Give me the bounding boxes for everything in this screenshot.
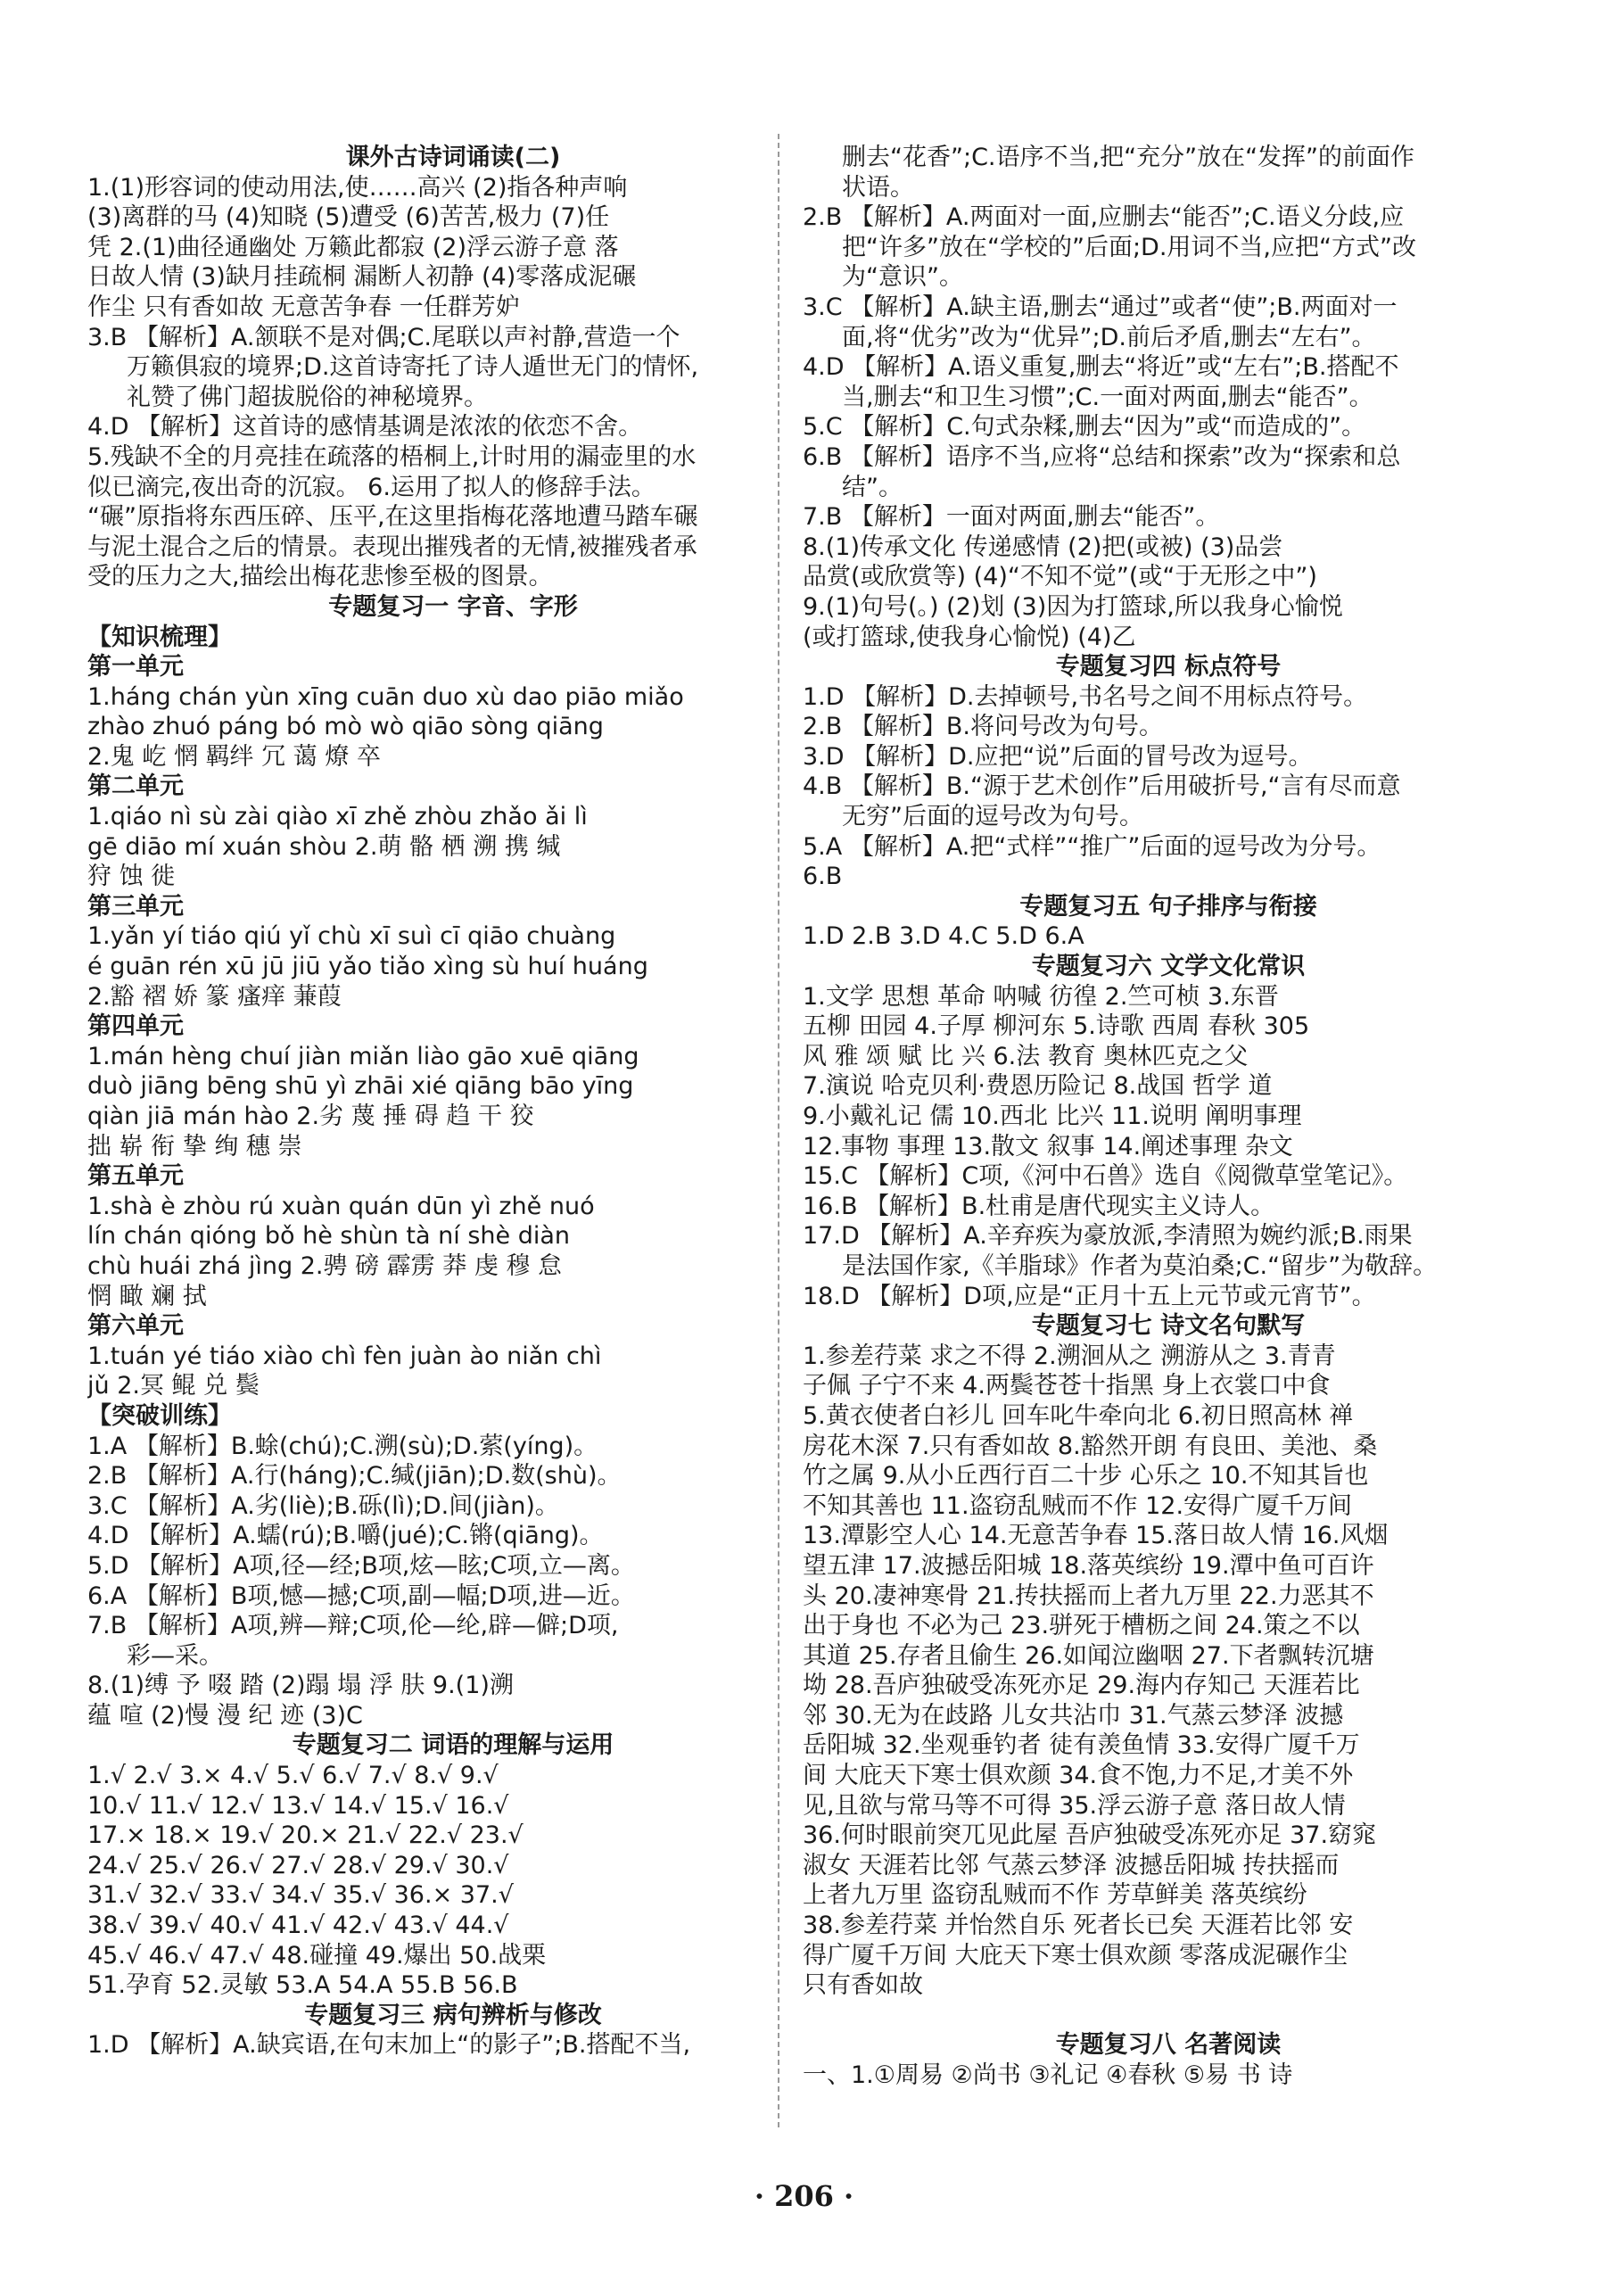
answer-line: 只有香如故 [803, 1971, 923, 2000]
answer-line: 24.√ 25.√ 26.√ 27.√ 28.√ 29.√ 30.√ [87, 1851, 509, 1879]
section-title: 课外古诗词诵读(二) [345, 144, 561, 171]
answer-line: 51.孕育 52.灵敏 53.A 54.A 55.B 56.B [87, 1971, 518, 2000]
answer-line: 五柳 田园 4.子厚 柳河东 5.诗歌 西周 春秋 305 [803, 1012, 1310, 1041]
answer-line: 45.√ 46.√ 47.√ 48.碰撞 49.爆出 50.战栗 [87, 1941, 547, 1970]
section-title: 专题复习八 名著阅读 [1055, 2031, 1282, 2060]
answer-line: 竹之属 9.从小丘西行百二十步 心乐之 10.不知其旨也 [803, 1462, 1369, 1491]
answer-line: 18.D 【解析】D项,应是“正月十五上元节或元宵节”。 [803, 1282, 1376, 1310]
answer-line: 见,且欲与常马等不可得 35.浮云游子意 落日故人情 [803, 1791, 1346, 1820]
answer-line: 7.B 【解析】一面对两面,删去“能否”。 [803, 503, 1220, 532]
answer-line: 1.文学 思想 革命 呐喊 彷徨 2.竺可桢 3.东晋 [803, 982, 1279, 1011]
answer-line: 6.B 【解析】语序不当,应将“总结和探索”改为“探索和总 [803, 442, 1401, 471]
answer-line: 1.参差荇菜 求之不得 2.溯洄从之 溯游从之 3.青青 [803, 1342, 1336, 1370]
answer-line: 1.D 【解析】D.去掉顿号,书名号之间不用标点符号。 [803, 682, 1368, 711]
answer-line: 2.鬼 屹 惘 羁绊 冗 蔼 燎 卒 [87, 742, 381, 771]
answer-line: 当,删去“和卫生习惯”;C.一面对两面,删去“能否”。 [842, 383, 1373, 411]
answer-line: 15.C 【解析】C项,《河中石兽》选自《阅微草堂笔记》。 [803, 1162, 1408, 1191]
answer-line: 13.潭影空人心 14.无意苦争春 15.落日故人情 16.风烟 [803, 1522, 1389, 1550]
answer-line: 1.√ 2.√ 3.× 4.√ 5.√ 6.√ 7.√ 8.√ 9.√ [87, 1762, 499, 1790]
answer-line: 惘 瞰 斓 拭 [87, 1282, 207, 1310]
answer-line: 间 大庇天下寒士俱欢颜 34.食不饱,力不足,才美不外 [803, 1762, 1354, 1790]
answer-line: 与泥土混合之后的情景。表现出摧残者的无情,被摧残者承 [87, 533, 697, 561]
answer-line: 6.A 【解析】B项,憾—撼;C项,副—幅;D项,进—近。 [87, 1582, 635, 1610]
answer-line: 8.(1)缚 予 啜 踏 (2)蹋 塌 浮 肤 9.(1)溯 [87, 1672, 514, 1700]
answer-line: 1.A 【解析】B.蜍(chú);C.溯(sù);D.萦(yíng)。 [87, 1432, 598, 1460]
section-title: 专题复习七 诗文名句默写 [1031, 1312, 1306, 1341]
answer-line: 4.B 【解析】B.“源于艺术创作”后用破折号,“言有尽而意 [803, 772, 1401, 801]
left-column [87, 143, 819, 2061]
answer-line: 7.B 【解析】A项,辨—辩;C项,伦—纶,辟—僻;D项, [87, 1612, 619, 1640]
answer-line: 5.C 【解析】C.句式杂糅,删去“因为”或“而造成的”。 [803, 413, 1366, 442]
answer-line: 5.黄衣使者白衫儿 回车叱牛牵向北 6.初日照高林 禅 [803, 1401, 1354, 1430]
answer-line: 无穷”后面的逗号改为句号。 [842, 803, 1143, 831]
answer-line: 头 20.凄神寒骨 21.抟扶摇而上者九万里 22.力恶其不 [803, 1582, 1374, 1610]
answer-line: é guān rén xū jū jiū yǎo tiǎo xìng sù huí huáng [87, 953, 648, 981]
answer-line: zhào zhuó páng bó mò wò qiāo sòng qiāng [87, 713, 604, 741]
answer-line: 日故人情 (3)缺月挂疏桐 漏断人初静 (4)零落成泥碾 [87, 263, 637, 292]
answer-line: 38.参差荇菜 并怡然自乐 死者长已矣 天涯若比邻 安 [803, 1912, 1354, 1940]
answer-line: 万籁俱寂的境界;D.这首诗寄托了诗人遁世无门的情怀, [127, 353, 699, 382]
answer-line: “碾”原指将东西压碎、压平,在这里指梅花落地遭马踏车碾 [87, 503, 698, 532]
answer-line: 品赏(或欣赏等) (4)“不知不觉”(或“于无形之中”) [803, 563, 1317, 591]
answer-line: 3.D 【解析】D.应把“说”后面的冒号改为逗号。 [803, 742, 1313, 771]
answer-line: 把“许多”放在“学校的”后面;D.用词不当,应把“方式”改 [842, 233, 1416, 261]
answer-line: lín chán qióng bǒ hè shùn tà ní shè diàn [87, 1222, 571, 1251]
answer-line: 1.D 【解析】A.缺宾语,在句末加上“的影子”;B.搭配不当, [87, 2031, 691, 2060]
answer-line: 10.√ 11.√ 12.√ 13.√ 14.√ 15.√ 16.√ [87, 1791, 509, 1820]
answer-line: 狩 蚀 徙 [87, 863, 176, 891]
answer-line: 为“意识”。 [842, 263, 963, 292]
answer-line: 作尘 只有香如故 无意苦争春 一任群芳妒 [87, 293, 520, 321]
subsection-heading: 第二单元 [87, 772, 184, 801]
answer-line: 坳 28.吾庐独破受冻死亦足 29.海内存知己 天涯若比 [803, 1672, 1360, 1700]
answer-line: 4.D 【解析】A.蠕(rú);B.嚼(jué);C.锵(qiāng)。 [87, 1522, 604, 1550]
answer-line: 似已滴完,夜出奇的沉寂。 6.运用了拟人的修辞手法。 [87, 473, 656, 501]
answer-line: 1.(1)形容词的使动用法,使……高兴 (2)指各种声响 [87, 173, 628, 202]
section-title: 专题复习五 句子排序与衔接 [1019, 892, 1317, 921]
answer-line: 得广厦千万间 大庇天下寒士俱欢颜 零落成泥碾作尘 [803, 1941, 1348, 1970]
answer-line: 受的压力之大,描绘出梅花悲惨至极的图景。 [87, 563, 553, 591]
answer-line: 礼赞了佛门超拔脱俗的神秘境界。 [127, 383, 488, 411]
answer-line: 17.× 18.× 19.√ 20.× 21.√ 22.√ 23.√ [87, 1821, 524, 1850]
answer-line: duò jiāng bēng shū yì zhāi xié qiāng bāo yīng [87, 1072, 634, 1101]
answer-line: 1.qiáo nì sù zài qiào xī zhě zhòu zhǎo ǎi lì [87, 803, 588, 831]
answer-line: 子佩 子宁不来 4.两鬓苍苍十指黑 身上衣裳口中食 [803, 1372, 1331, 1400]
section-title: 专题复习一 字音、字形 [328, 592, 578, 621]
answer-line: (3)离群的马 (4)知晓 (5)遭受 (6)苦苦,极力 (7)任 [87, 203, 610, 232]
answer-line: 1.tuán yé tiáo xiào chì fèn juàn ào niǎn chì [87, 1342, 602, 1370]
answer-line: 删去“花香”;C.语序不当,把“充分”放在“发挥”的前面作 [842, 144, 1415, 171]
answer-line: 不知其善也 11.盗窃乱贼而不作 12.安得广厦千万间 [803, 1491, 1353, 1520]
answer-line: 3.B 【解析】A.颔联不是对偶;C.尾联以声衬静,营造一个 [87, 323, 680, 351]
answer-line: 风 雅 颂 赋 比 兴 6.法 教育 奥林匹克之父 [803, 1042, 1249, 1070]
answer-line: 2.B 【解析】A.两面对一面,应删去“能否”;C.语义分歧,应 [803, 203, 1405, 232]
subsection-heading: 【知识梳理】 [87, 623, 232, 651]
answer-line: 蕴 喧 (2)慢 漫 纪 迹 (3)C [87, 1701, 363, 1730]
answer-line: 岳阳城 32.坐观垂钓者 徒有羡鱼情 33.安得广厦千万 [803, 1731, 1360, 1760]
answer-line: 1.yǎn yí tiáo qiú yǐ chù xī suì cī qiāo chuàng [87, 922, 616, 951]
subsection-heading: 第六单元 [87, 1312, 184, 1341]
answer-line: 状语。 [842, 173, 914, 202]
answer-line: 9.(1)句号(。) (2)划 (3)因为打篮球,所以我身心愉悦 [803, 592, 1343, 621]
answer-line: 36.何时眼前突兀见此屋 吾庐独破受冻死亦足 37.窈窕 [803, 1821, 1377, 1850]
subsection-heading: 第一单元 [87, 653, 184, 681]
answer-line: 6.B [803, 863, 843, 891]
answer-line: 其道 25.存者且偷生 26.如闻泣幽咽 27.下者飘转沉塘 [803, 1641, 1374, 1670]
answer-line: 2.B 【解析】A.行(háng);C.缄(jiān);D.数(shù)。 [87, 1462, 622, 1491]
answer-line: 5.A 【解析】A.把“式样”“推广”后面的逗号改为分号。 [803, 832, 1381, 861]
answer-line: 1.shà è zhòu rú xuàn quán dūn yì zhě nuó [87, 1192, 595, 1220]
subsection-heading: 第五单元 [87, 1162, 184, 1191]
answer-line: 12.事物 事理 13.散文 叙事 14.阐述事理 杂文 [803, 1132, 1293, 1160]
answer-line: 2.B 【解析】B.将问号改为句号。 [803, 713, 1163, 741]
answer-line: 7.演说 哈克贝利·费恩历险记 8.战国 哲学 道 [803, 1072, 1273, 1101]
answer-line: jǔ 2.冥 鲲 兑 鬓 [87, 1372, 260, 1400]
answer-line [803, 2001, 1534, 2031]
column-divider [778, 134, 779, 2127]
answer-line: 结”。 [842, 473, 903, 501]
answer-line: 38.√ 39.√ 40.√ 41.√ 42.√ 43.√ 44.√ [87, 1912, 509, 1940]
answer-line: 出于身也 不必为己 23.骈死于槽枥之间 24.策之不以 [803, 1612, 1360, 1640]
answer-line: 5.残缺不全的月亮挂在疏落的梧桐上,计时用的漏壶里的水 [87, 442, 697, 471]
answer-line: 是法国作家,《羊脂球》作者为莫泊桑;C.“留步”为敬辞。 [842, 1251, 1438, 1280]
answer-line: qiàn jiā mán hào 2.劣 蔑 捶 碍 趋 干 狡 [87, 1103, 534, 1130]
answer-line: 拙 崭 衔 挚 绚 穗 崇 [87, 1132, 302, 1160]
answer-line: 上者九万里 盗窃乱贼而不作 芳草鲜美 落英缤纷 [803, 1881, 1307, 1910]
answer-line: 9.小戴礼记 儒 10.西北 比兴 11.说明 阐明事理 [803, 1103, 1302, 1130]
answer-line: 8.(1)传承文化 传递感情 (2)把(或被) (3)品尝 [803, 533, 1283, 561]
subsection-heading: 第四单元 [87, 1012, 184, 1041]
answer-line: 淑女 天涯若比邻 气蒸云梦泽 波撼岳阳城 抟扶摇而 [803, 1851, 1340, 1879]
right-column [803, 143, 1534, 2091]
answer-line: (或打篮球,使我身心愉悦) (4)乙 [803, 623, 1136, 651]
answer-line: 凭 2.(1)曲径通幽处 万籁此都寂 (2)浮云游子意 落 [87, 233, 619, 261]
section-title: 专题复习四 标点符号 [1055, 653, 1282, 681]
answer-line: 4.D 【解析】这首诗的感情基调是浓浓的依恋不舍。 [87, 413, 643, 442]
answer-line: 1.háng chán yùn xīng cuān duo xù dao piāo miǎo [87, 682, 684, 711]
answer-line: 17.D 【解析】A.辛弃疾为豪放派,李清照为婉约派;B.雨果 [803, 1222, 1413, 1251]
subsection-heading: 第三单元 [87, 892, 184, 921]
answer-line: 2.豁 褶 娇 篆 瘙痒 蒹葭 [87, 982, 342, 1011]
answer-line: 房花木深 7.只有香如故 8.豁然开朗 有良田、美池、桑 [803, 1432, 1378, 1460]
section-title: 专题复习三 病句辨析与修改 [304, 2001, 602, 2029]
section-title: 专题复习六 文学文化常识 [1031, 953, 1306, 981]
answer-line: 4.D 【解析】A.语义重复,删去“将近”或“左右”;B.搭配不 [803, 353, 1399, 382]
answer-line: 3.C 【解析】A.缺主语,删去“通过”或者“使”;B.两面对一 [803, 293, 1398, 321]
answer-line: 5.D 【解析】A项,径—经;B项,炫—眩;C项,立—离。 [87, 1551, 635, 1580]
answer-line: 16.B 【解析】B.杜甫是唐代现实主义诗人。 [803, 1192, 1275, 1220]
answer-line: 面,将“优劣”改为“优异”;D.前后矛盾,删去“左右”。 [842, 323, 1376, 351]
answer-line: 彩—采。 [127, 1641, 223, 1670]
answer-line: 1.mán hèng chuí jiàn miǎn liào gāo xuē qiāng [87, 1042, 639, 1070]
answer-line: 31.√ 32.√ 33.√ 34.√ 35.√ 36.× 37.√ [87, 1881, 514, 1910]
answer-line: 3.C 【解析】A.劣(liè);B.砾(lì);D.间(jiàn)。 [87, 1491, 559, 1520]
answer-line: 一、1.①周易 ②尚书 ③礼记 ④春秋 ⑤易 书 诗 [803, 2061, 1293, 2089]
answer-line: 1.D 2.B 3.D 4.C 5.D 6.A [803, 922, 1084, 951]
answer-line: 邻 30.无为在歧路 儿女共沾巾 31.气蒸云梦泽 波撼 [803, 1701, 1344, 1730]
answer-line: chù huái zhá jìng 2.骋 磅 霹雳 莽 虔 穆 怠 [87, 1251, 563, 1280]
page-number: · 206 · [754, 2179, 854, 2213]
subsection-heading: 【突破训练】 [87, 1401, 232, 1430]
answer-line: 望五津 17.波撼岳阳城 18.落英缤纷 19.潭中鱼可百许 [803, 1551, 1374, 1580]
answer-line: gē diāo mí xuán shòu 2.萌 骼 栖 溯 携 缄 [87, 832, 561, 861]
section-title: 专题复习二 词语的理解与运用 [292, 1731, 614, 1760]
